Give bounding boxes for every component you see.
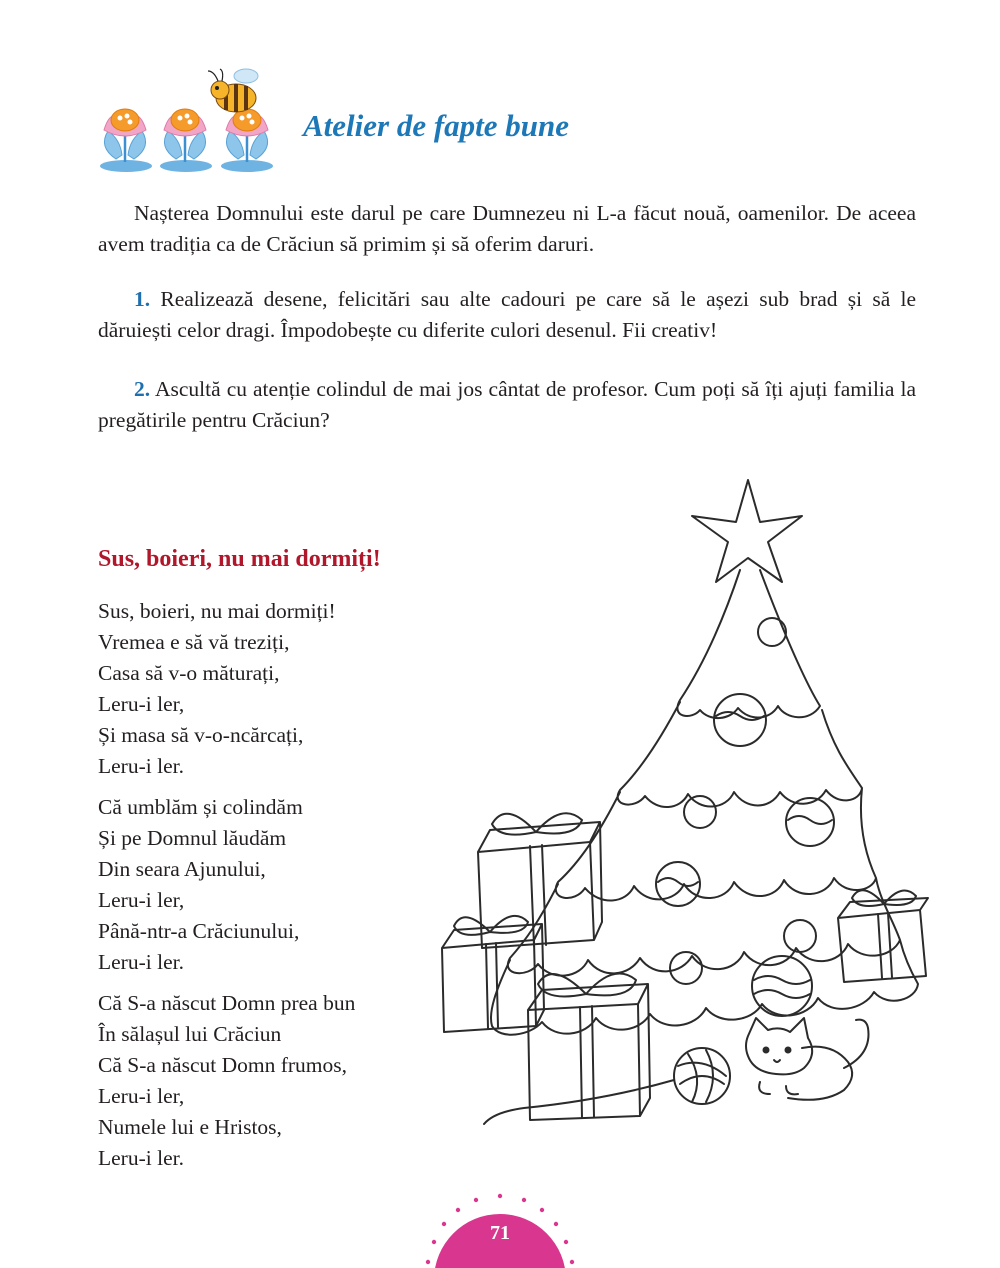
verse-line: Numele lui e Hristos, xyxy=(98,1115,282,1139)
verse-line: Leru-i ler, xyxy=(98,692,185,716)
verse-line: Casa să v-o măturați, xyxy=(98,661,280,685)
task-text: Ascultă cu atenție colindul de mai jos cântat de profesor. Cum poți să îți ajuți familia la pregătirile pentru Crăciun? xyxy=(98,377,916,432)
stanza-1 xyxy=(98,596,336,782)
christmas-tree-icon xyxy=(430,470,940,1130)
page-number-badge xyxy=(420,1188,580,1268)
stanza-3 xyxy=(98,988,355,1174)
verse-line: În sălașul lui Crăciun xyxy=(98,1022,282,1046)
flowers-bee-icon xyxy=(96,64,296,184)
page-number: 71 xyxy=(490,1222,510,1244)
verse-line: Din seara Ajunului, xyxy=(98,857,266,881)
verse-line: Sus, boieri, nu mai dormiți! xyxy=(98,599,336,623)
intro-paragraph: Nașterea Domnului este darul pe care Dumnezeu ni L-a făcut nouă, oamenilor. De aceea avem tradiția ca de Crăciun să primim și să oferim daruri. xyxy=(98,201,916,256)
song-title: Sus, boieri, nu mai dormiți! xyxy=(98,546,381,572)
verse-line: Leru-i ler. xyxy=(98,1146,184,1170)
verse-line: Că umblăm și colindăm xyxy=(98,795,303,819)
task-text: Realizează desene, felicitări sau alte cadouri pe care să le așezi sub brad și să le dăruiești celor dragi. Împodobește cu diferite culori desenul. Fii creativ! xyxy=(98,287,916,342)
verse-line: Leru-i ler, xyxy=(98,1084,185,1108)
task-1 xyxy=(98,284,916,346)
verse-line: Și masa să v-o-ncărcați, xyxy=(98,723,304,747)
task-number: 2. xyxy=(134,377,151,401)
task-number: 1. xyxy=(134,287,151,311)
verse-line: Vremea e să vă treziți, xyxy=(98,630,290,654)
verse-line: Și pe Domnul lăudăm xyxy=(98,826,287,850)
verse-line: Leru-i ler, xyxy=(98,888,185,912)
section-title: Atelier de fapte bune xyxy=(303,108,570,143)
task-2 xyxy=(98,374,916,436)
verse-line: Leru-i ler. xyxy=(98,950,184,974)
verse-line: Că S-a născut Domn frumos, xyxy=(98,1053,348,1077)
verse-line: Până-ntr-a Crăciunului, xyxy=(98,919,300,943)
stanza-2 xyxy=(98,792,303,978)
verse-line: Că S-a născut Domn prea bun xyxy=(98,991,356,1015)
verse-line: Leru-i ler. xyxy=(98,754,184,778)
